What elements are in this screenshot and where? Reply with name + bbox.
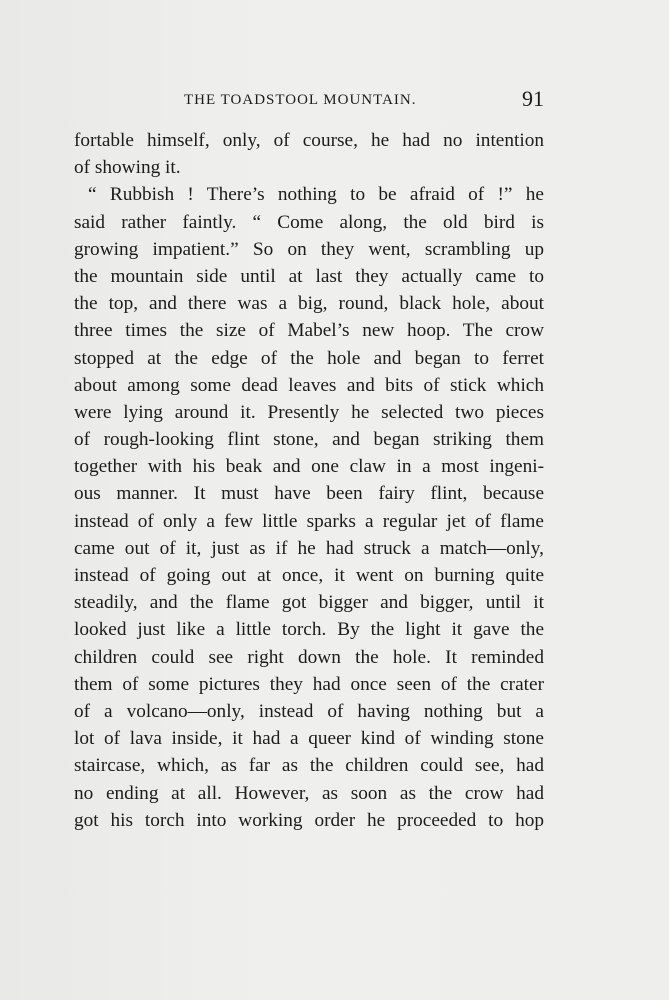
text-line: of rough-looking flint stone, and began striking them [74, 429, 544, 451]
text-line: ous manner. It must have been fairy flint, because [74, 483, 544, 505]
text-line: steadily, and the flame got bigger and bigger, until it [74, 592, 544, 614]
text-line: got his torch into working order he proceeded to hop [74, 809, 544, 831]
text-line: of showing it. [74, 157, 181, 179]
text-line: said rather faintly. “ Come along, the old bird is [74, 211, 544, 233]
text-line: children could see right down the hole. It reminded [74, 646, 544, 668]
text-line: staircase, which, as far as the children could see, had [74, 755, 544, 777]
text-line: together with his beak and one claw in a most ingeni- [74, 456, 544, 478]
text-line: stopped at the edge of the hole and began to ferret [74, 347, 544, 369]
text-line: “ Rubbish ! There’s nothing to be afraid of !” he [88, 184, 544, 206]
text-line: the mountain side until at last they actually came to [74, 265, 544, 287]
text-line: the top, and there was a big, round, black hole, about [74, 293, 544, 315]
text-line: no ending at all. However, as soon as the crow had [74, 782, 544, 804]
running-title: THE TOADSTOOL MOUNTAIN. [184, 92, 417, 108]
running-head [74, 88, 544, 110]
text-line: growing impatient.” So on they went, scrambling up [74, 238, 544, 260]
text-line: lot of lava inside, it had a queer kind of winding stone [74, 728, 544, 750]
text-line: instead of going out at once, it went on burning quite [74, 565, 544, 586]
text-line: looked just like a little torch. By the light it gave the [74, 619, 544, 641]
text-line: them of some pictures they had once seen of the crater [74, 673, 544, 695]
text-line: were lying around it. Presently he selected two pieces [74, 401, 544, 423]
text-line: of a volcano—only, instead of having nothing but a [74, 700, 544, 722]
text-line: fortable himself, only, of course, he had no intention [74, 130, 544, 151]
text-line: came out of it, just as if he had struck a match—only, [74, 537, 544, 559]
body-text [74, 127, 544, 834]
page-number: 91 [522, 86, 544, 111]
text-line: instead of only a few little sparks a regular jet of flame [74, 510, 544, 532]
text-line: three times the size of Mabel’s new hoop. The crow [74, 320, 544, 342]
text-line: about among some dead leaves and bits of stick which [74, 374, 544, 396]
